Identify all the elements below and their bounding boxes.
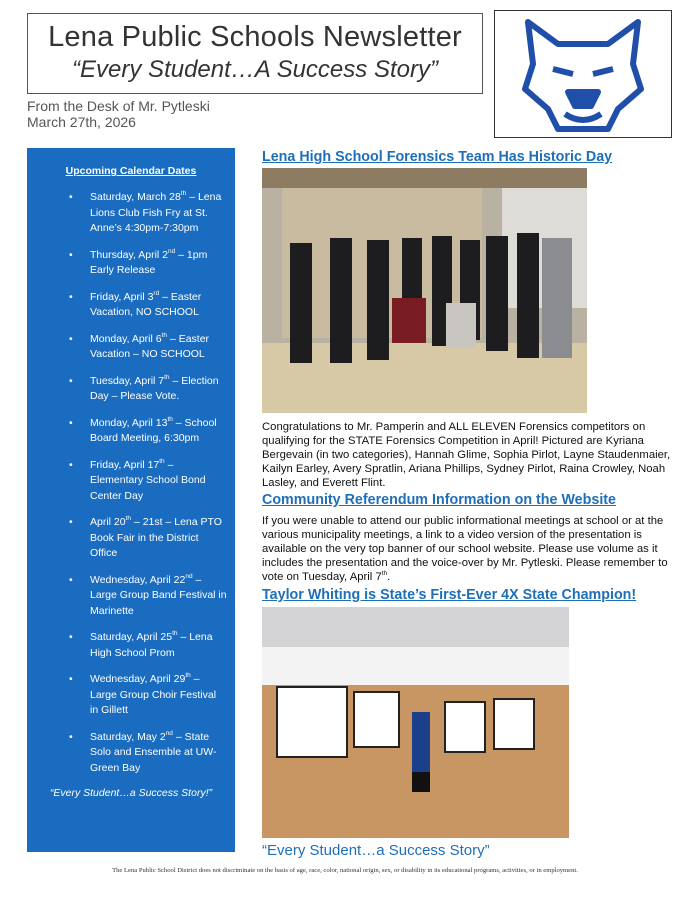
newsletter-title: Lena Public Schools Newsletter [48, 21, 462, 53]
calendar-item-sup: th [161, 331, 168, 339]
nondiscrimination-footer: The Lena Public School District does not discriminate on the basis of age, race, color, national origin, sex, or disability in its educational programs, activities, or in employment. [112, 867, 578, 874]
newsletter-tagline: “Every Student…A Success Story” [72, 56, 438, 83]
calendar-sidebar [27, 148, 235, 852]
calendar-item-post: – State Solo and Ensemble at UW-Green Bay [90, 730, 217, 774]
referendum-sup: th [381, 570, 388, 577]
newsletter-title-box [27, 13, 483, 94]
article-headline-referendum[interactable]: Community Referendum Information on the Website [262, 492, 617, 508]
calendar-list [27, 190, 235, 776]
calendar-item [27, 630, 235, 661]
calendar-item-sup: th [185, 672, 191, 679]
wildcat-logo [494, 10, 672, 138]
calendar-item-sup: nd [185, 572, 193, 580]
calendar-item-post: – Large Group Band Festival in Marinette [90, 573, 227, 617]
calendar-item-pre: Monday, April 13 [90, 416, 168, 429]
calendar-item-post: – Lena Lions Club Fish Fry at St. Anne’s 4:30pm-7:30pm [90, 191, 222, 234]
calendar-item [27, 672, 235, 719]
calendar-item-post: – 21st – Lena PTO Book Fair in the District Office [90, 516, 222, 559]
calendar-item-sup: rd [153, 289, 160, 297]
referendum-article-body [262, 514, 682, 584]
calendar-item-post: – Election Day – Please Vote. [90, 374, 219, 402]
calendar-item [27, 332, 235, 363]
state-champion-photo [262, 607, 569, 838]
calendar-item [27, 416, 235, 447]
calendar-item-post: – Easter Vacation, NO SCHOOL [90, 290, 202, 318]
forensics-article-body: Congratulations to Mr. Pamperin and ALL ELEVEN Forensics competitors on qualifying for the STATE Forensics Competition in April! Pictured are Kyriana Bergevain (in two categories), Hannah Glime, Sophia Pirlot, Layne Staudenmaier, Kailyn Earley, Avery Spratlin, Ariana Phillips, Sydney Pirlot, Raina Crowley, Noah Lasley, and Everett Flint. [262, 421, 671, 489]
referendum-text: If you were unable to attend our public informational meetings at school or at the various municipality meetings, a link to a video version of the presentation is available on the very top banner of our school website. Please use volume as it includes the presentation and the voice-over by Mr. Pytleski. Please remember to vote on Tuesday, April 7 [262, 515, 668, 583]
calendar-item-post: – 1pm Early Release [90, 248, 208, 276]
calendar-item-sup: th [167, 415, 173, 423]
calendar-item-sup: th [159, 457, 165, 465]
closing-motto: “Every Student…a Success Story” [262, 842, 490, 859]
calendar-item-sup: th [180, 190, 187, 197]
forensics-team-photo [262, 168, 587, 413]
calendar-item-post: – Large Group Choir Festival in Gillett [90, 673, 217, 716]
calendar-item-sup: th [172, 630, 178, 637]
calendar-item-pre: Wednesday, April 22 [90, 573, 186, 586]
calendar-item-sup: nd [165, 729, 173, 737]
from-desk: From the Desk of Mr. Pytleski [27, 98, 210, 114]
calendar-item [27, 573, 235, 620]
article-headline-state-champion[interactable]: Taylor Whiting is State’s First-Ever 4X State Champion! [262, 587, 637, 603]
calendar-item-post: – Elementary School Bond Center Day [90, 458, 206, 502]
wildcat-mascot-icon [513, 14, 653, 134]
byline [27, 98, 210, 130]
calendar-item [27, 730, 235, 777]
calendar-item-sup: nd [168, 247, 176, 255]
calendar-item-pre: Friday, April 3 [90, 290, 154, 303]
calendar-item [27, 248, 235, 279]
calendar-item [27, 515, 235, 562]
calendar-item-post: – School Board Meeting, 6:30pm [90, 416, 217, 444]
calendar-item-pre: Saturday, May 2 [90, 730, 166, 743]
referendum-end: . [387, 571, 391, 583]
calendar-item-pre: Thursday, April 2 [90, 248, 169, 261]
calendar-item-sup: th [164, 373, 170, 381]
calendar-item-sup: th [125, 515, 132, 522]
issue-date: March 27th, 2026 [27, 114, 136, 130]
calendar-item-pre: April 20 [90, 516, 126, 528]
calendar-item-pre: Tuesday, April 7 [90, 374, 165, 387]
calendar-item [27, 290, 235, 321]
calendar-item [27, 190, 235, 237]
sidebar-motto: “Every Student…a Success Story!” [49, 787, 213, 799]
calendar-item-pre: Friday, April 17 [90, 458, 160, 471]
calendar-item-pre: Wednesday, April 29 [90, 673, 186, 685]
article-headline-forensics[interactable]: Lena High School Forensics Team Has Historic Day [262, 149, 613, 165]
calendar-item [27, 374, 235, 405]
calendar-heading: Upcoming Calendar Dates [65, 165, 197, 177]
calendar-item-post: – Easter Vacation – NO SCHOOL [90, 332, 210, 360]
calendar-item-pre: Saturday, March 28 [90, 191, 181, 203]
calendar-item-pre: Saturday, April 25 [90, 631, 173, 643]
calendar-item-post: – Lena High School Prom [90, 631, 213, 659]
calendar-item [27, 458, 235, 505]
calendar-item-pre: Monday, April 6 [90, 332, 162, 345]
